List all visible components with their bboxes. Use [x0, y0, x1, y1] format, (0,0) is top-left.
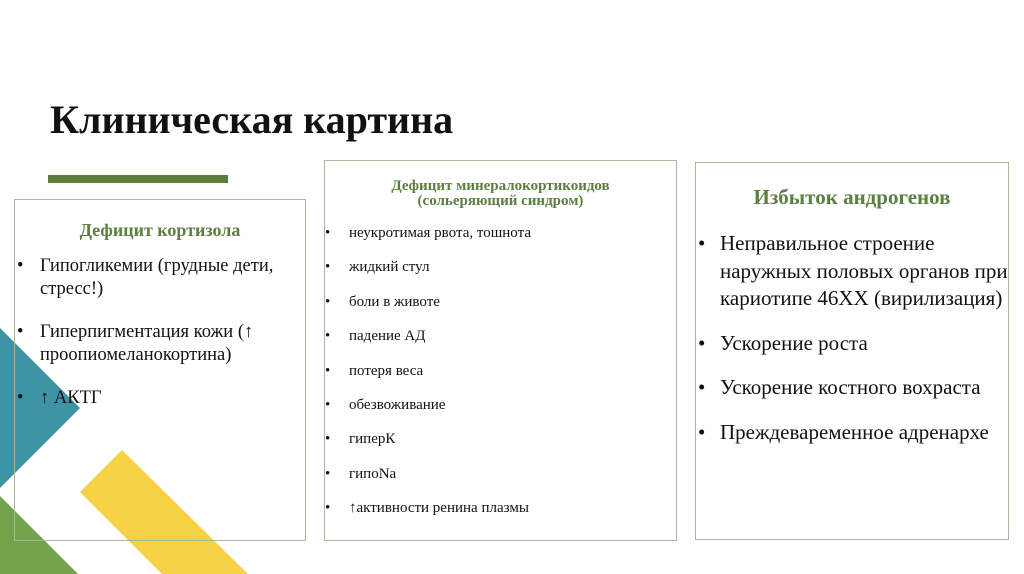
mineralocorticoid-deficiency-box [324, 160, 677, 541]
list-item: • потеря веса [325, 362, 676, 380]
bullet-list [696, 230, 1008, 446]
cortisol-deficiency-box [14, 199, 306, 541]
bullet-list [325, 224, 676, 517]
list-item: • гипоNa [325, 465, 676, 483]
list-item: • Ускорение роста [696, 330, 1008, 358]
list-item: • Неправильное строение наружных половых органов при кариотипе 46XX (вирилизация) [696, 230, 1008, 313]
androgen-excess-box [695, 162, 1009, 540]
list-item: • обезвоживание [325, 396, 676, 414]
box-heading [325, 179, 676, 209]
list-item: • жидкий стул [325, 258, 676, 276]
box-heading: Дефицит кортизола [79, 220, 241, 240]
heading-line: Дефицит минералокортикоидов [391, 178, 610, 194]
list-item: • боли в животе [325, 293, 676, 311]
heading-line: (сольеряющий синдром) [417, 193, 584, 209]
box-heading: Избыток андрогенов [753, 185, 951, 209]
title-underline [48, 175, 228, 183]
bullet-list [15, 255, 305, 410]
slide-title: Клиническая картина [50, 97, 454, 142]
list-item: • ↑ АКТГ [15, 387, 305, 410]
list-item: • Ускорение костного вохраста [696, 374, 1008, 402]
list-item: • Гиперпигментация кожи (↑ проопиомеланокортина) [15, 321, 305, 367]
list-item: • гиперК [325, 430, 676, 448]
list-item: • Преждеваременное адренархе [696, 419, 1008, 447]
list-item: • неукротимая рвота, тошнота [325, 224, 676, 242]
list-item: • Гипогликемии (грудные дети, стресс!) [15, 255, 305, 301]
list-item: • падение АД [325, 327, 676, 345]
list-item: • ↑активности ренина плазмы [325, 499, 676, 517]
